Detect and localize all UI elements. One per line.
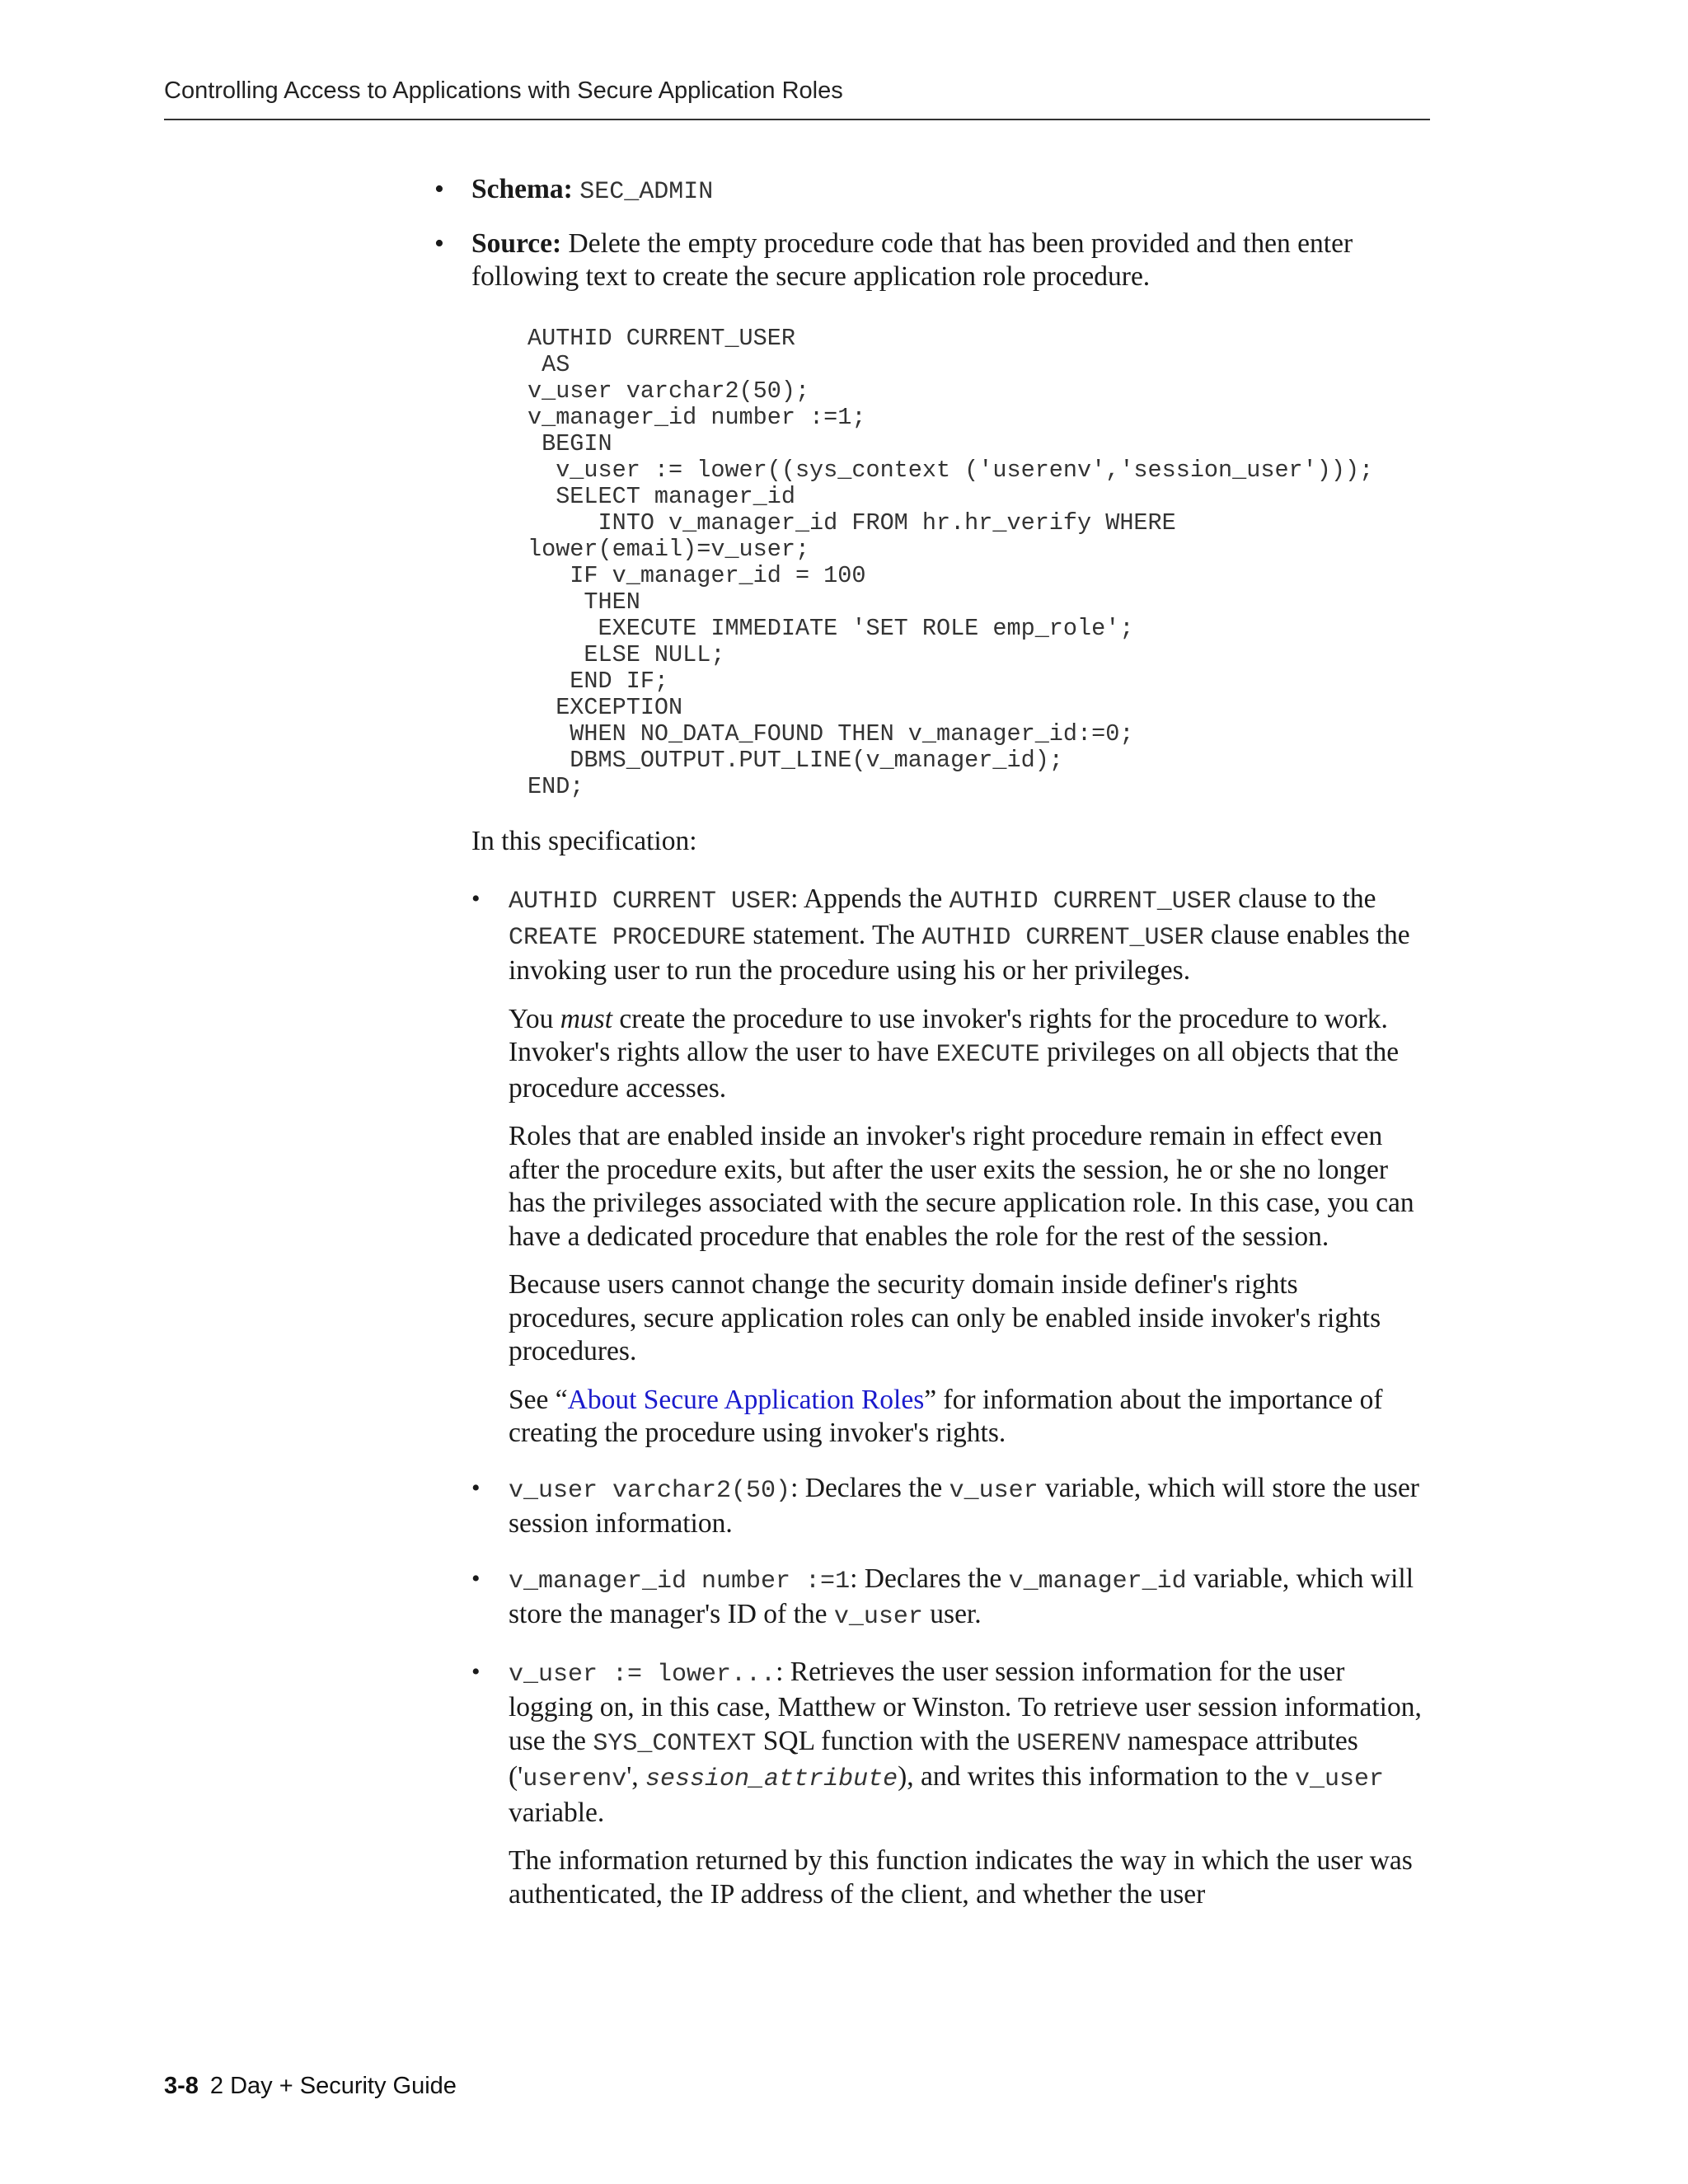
page-footer (164, 2073, 457, 2100)
list-item-v-user (471, 1472, 1432, 1541)
page-number: 3-8 (164, 2073, 199, 2099)
bullet-dot: • (471, 1657, 481, 1685)
running-header-title: Controlling Access to Applications with Secure Application Roles (164, 77, 843, 104)
procedure-code-block: AUTHID CURRENT_USER AS v_user varchar2(50); v_manager_id number :=1; BEGIN v_user := lower((sys_context ('userenv','session_user'))); SELECT manager_id INTO v_manager_id FROM hr.hr_verify WHERE lower(email)=v_user; IF v_manager_id = 100 THEN EXECUTE IMMEDIATE 'SET ROLE emp_role'; ELSE NULL; END IF; EXCEPTION WHEN NO_DATA_FOUND THEN v_manager_id:=0; DBMS_OUTPUT.PUT_LINE(v_manager_id); END; (528, 324, 1374, 800)
book-title: 2 Day + Security Guide (209, 2073, 457, 2099)
bullet-dot: • (471, 885, 481, 912)
bullet-dot: • (471, 1474, 481, 1502)
v-manager-paragraph: v_manager_id number :=1: Declares the v_manager_id variable, which will store the manager's ID of the v_user user. (509, 1563, 1414, 1631)
bullet-dot: • (434, 174, 444, 204)
schema-label: Schema: (471, 174, 573, 204)
authid-see-paragraph: See “About Secure Application Roles” for information about the importance of creating the procedure using invoker's rights. (509, 1384, 1383, 1448)
authid-roles-paragraph: Roles that are enabled inside an invoker's right procedure remain in effect even after the procedure exits, but after the user exits the session, he or she no longer has the privileges associated with the secure application role. In this case, you can have a dedicated procedure that enables the role for the rest of the session. (509, 1121, 1414, 1252)
source-text: Delete the empty procedure code that has been provided and then enter following text to create the secure application role procedure. (471, 227, 1353, 292)
authid-paragraph: AUTHID CURRENT USER: Appends the AUTHID CURRENT_USER clause to the CREATE PROCEDURE statement. The AUTHID CURRENT_USER clause enables the invoking user to run the procedure using his or her privileges. (509, 883, 1410, 986)
bullet-dot: • (434, 227, 444, 259)
authid-term: AUTHID CURRENT USER (509, 888, 791, 916)
source-label: Source: (471, 227, 562, 259)
source-paragraph (471, 227, 1432, 294)
bullet-dot: • (471, 1564, 481, 1592)
list-item-v-user-lower (471, 1656, 1432, 1912)
schema-value: SEC_ADMIN (579, 178, 714, 206)
list-item-v-manager-id (471, 1563, 1432, 1634)
list-item-authid (471, 883, 1432, 1451)
v-lower-paragraph: v_user := lower...: Retrieves the user session information for the user logging on, in this case, Matthew or Winston. To retrieve user session information, use the SYS_CONTEXT SQL function with the USERENV namespace attributes ('userenv', session_attribute), and writes this information to the v_user variable. (509, 1656, 1422, 1828)
authid-domain-paragraph: Because users cannot change the security domain inside definer's rights procedures, secure application roles can only be enabled inside invoker's rights procedures. (509, 1269, 1381, 1366)
running-header (164, 71, 1430, 120)
v-user-paragraph: v_user varchar2(50): Declares the v_user variable, which will store the user session information. (509, 1472, 1419, 1539)
bullet-schema (434, 173, 1432, 209)
bullet-source (434, 227, 1432, 800)
v-user-term: v_user varchar2(50) (509, 1476, 791, 1505)
page-content (434, 173, 1432, 1933)
v-manager-term: v_manager_id number :=1 (509, 1567, 851, 1596)
spec-intro: In this specification: (471, 825, 697, 856)
v-lower-info-paragraph: The information returned by this function indicates the way in which the user was authenticated, the IP address of the client, and whether the user (509, 1845, 1413, 1910)
spec-list (471, 883, 1432, 1911)
about-secure-application-roles-link[interactable]: About Secure Application Roles (567, 1384, 925, 1415)
authid-must-paragraph: You must create the procedure to use invoker's rights for the procedure to work. Invoker's rights allow the user to have EXECUTE privileges on all objects that the procedure accesses. (509, 1003, 1400, 1104)
v-lower-term: v_user := lower... (509, 1660, 776, 1689)
schema-paragraph (471, 173, 1432, 209)
